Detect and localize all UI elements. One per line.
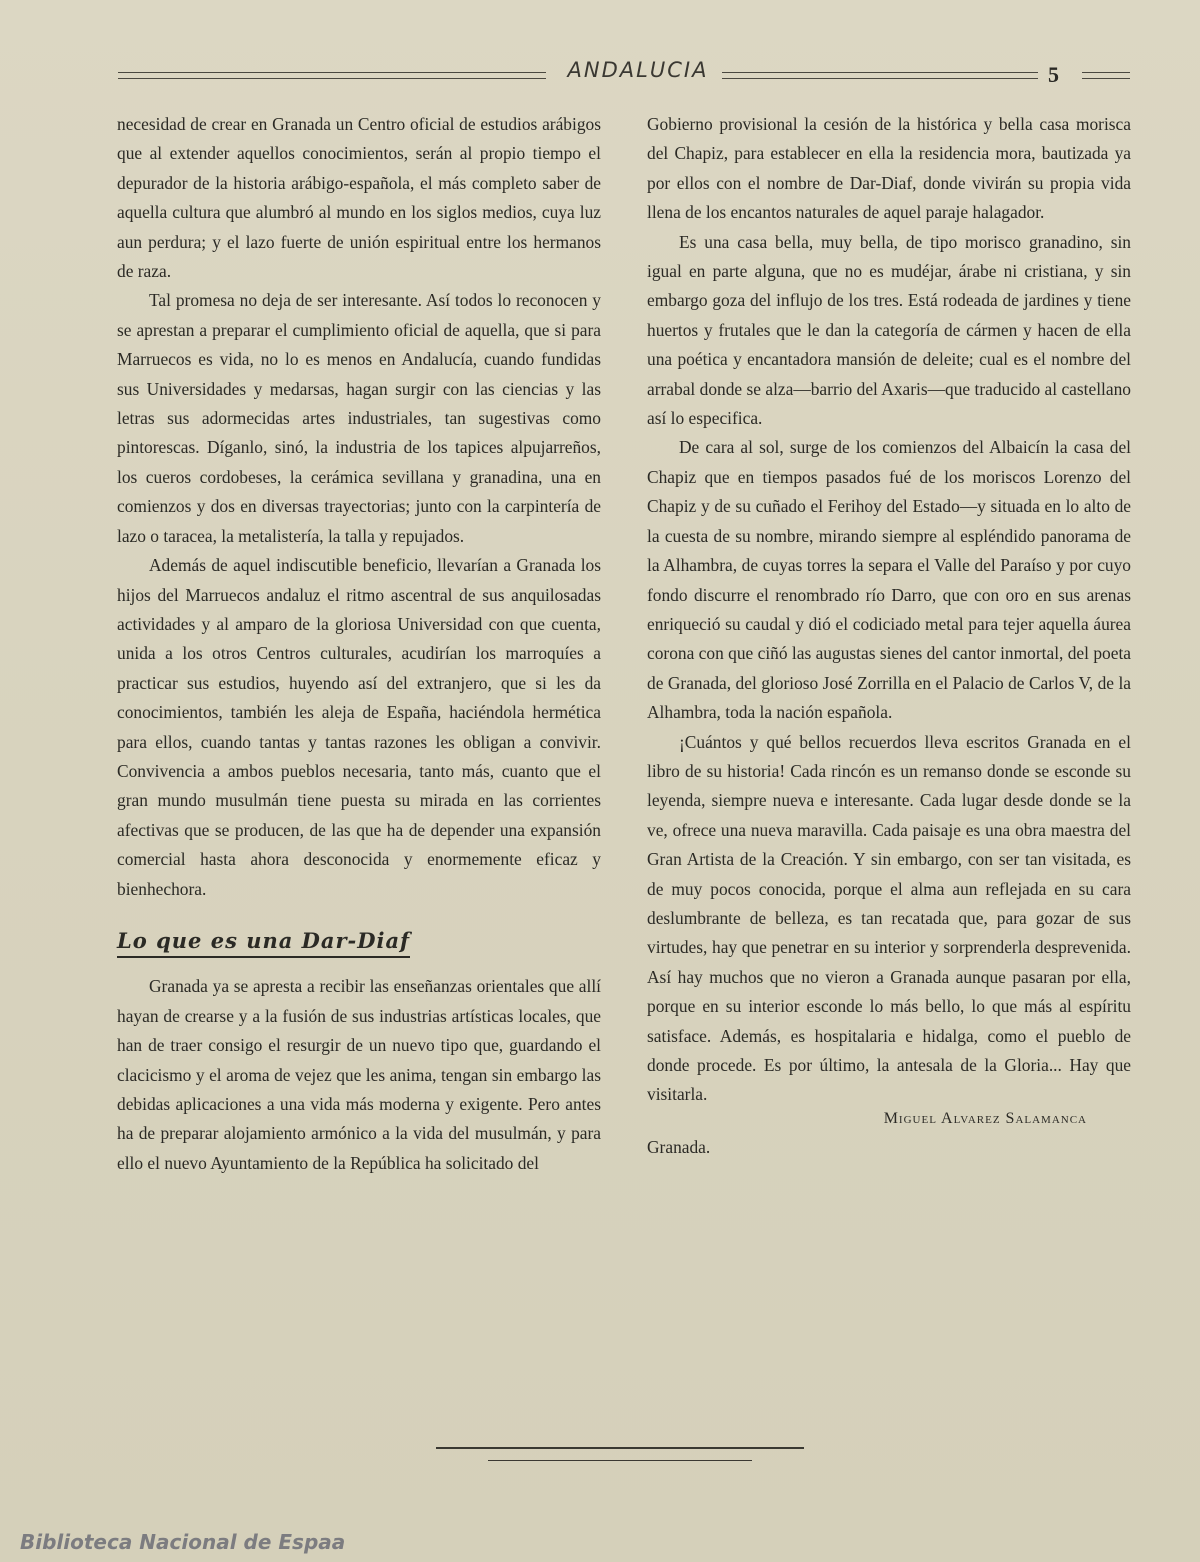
page-header	[118, 58, 1130, 94]
library-watermark: Biblioteca Nacional de Espaa	[20, 1530, 346, 1554]
paragraph: Además de aquel indiscutible beneficio, llevarían a Granada los hijos del Marruecos andaluz el ritmo ascentral de sus anquilosadas actividades y al amparo de la gloriosa Universidad con que cuenta, unida a los otros Centros culturales, acudirían los marroquíes a practicar sus estudios, huyendo así del extranjero, que si les da conocimientos, también les aleja de España, haciéndola hermética para ellos, cuando tantas y tantas razones les obligan a convivir. Convivencia a ambos pueblos necesaria, tanto más, cuanto que el gran mundo musulmán tiene puesta su mirada en las corrientes afectivas que se producen, de las que ha de depender una expansión comercial hasta ahora desconocida y enormemente eficaz y bienhechora.	[117, 555, 601, 899]
paragraph: ¡Cuántos y qué bellos recuerdos lleva escritos Granada en el libro de su historia! Cada rincón es un remanso donde se esconde su leyenda, siempre nueva e interesante. Cada lugar desde donde se la ve, ofrece una nueva maravilla. Cada paisaje es una obra maestra del Gran Artista de la Creación. Y sin embargo, con ser tan visitada, es de muy pocos conocida, porque el alma aun reflejada en su cara deslumbrante de belleza, es tan recatada que, para gozar de sus virtudes, hay que penetrar en su interior y sorprenderla desprevenida. Así hay muchos que no vieron a Granada aunque pasaran por ella, porque en su interior esconde lo más bello, lo que más al espíritu satisface. Además, es hospitalaria e hidalga, como el pueblo de donde procede. Es por último, la antesala de la Gloria... Hay que visitarla.	[647, 731, 1131, 1105]
end-rule-short	[488, 1460, 752, 1461]
paragraph: Granada ya se apresta a recibir las enseñanzas orientales que allí hayan de crearse y a la fusión de sus industrias artísticas locales, que han de traer consigo el resurgir de un nuevo tipo que, guardando el clacicismo y el aroma de vejez que les anima, tengan sin embargo las debidas aplicaciones a una vida más moderna y exigente. Pero antes ha de preparar alojamiento armónico a la vida del musulmán, y para ello el nuevo Ayuntamiento de la República ha solicitado del	[117, 976, 601, 1173]
header-rule-middle	[722, 72, 1038, 79]
header-rule-right	[1082, 72, 1130, 79]
right-column	[647, 110, 1131, 1163]
paragraph: Gobierno provisional la cesión de la histórica y bella casa morisca del Chapiz, para establecer en ella la residencia mora, bautizada ya por ellos con el nombre de Dar-Diaf, donde vivirán su propia vida llena de los encantos naturales de aquel paraje halagador.	[647, 114, 1131, 223]
left-column	[117, 110, 601, 1178]
dateline-place: Granada.	[647, 1137, 711, 1158]
paragraph: De cara al sol, surge de los comienzos del Albaicín la casa del Chapiz que en tiempos pasados fué de los moriscos Lorenzo del Chapiz y de su cuñado el Ferihoy del Estado—y situada en lo alto de la cuesta de su nombre, mirando siempre al espléndido panorama de la Alhambra, de cuyas torres la separa el Valle del Paraíso y por cuyo fondo discurre el renombrado río Darro, que con oro en sus arenas enriqueció su caudal y dió el codiciado metal para tejer aquella áurea corona con que ciñó las augustas sienes del cantor inmortal, del poeta de Granada, del glorioso José Zorrilla en el Palacio de Carlos V, de la Alhambra, toda la nación española.	[647, 437, 1131, 723]
author-signature: Miguel Alvarez Salamanca	[883, 1109, 1087, 1127]
paragraph: Es una casa bella, muy bella, de tipo morisco granadino, sin igual en parte alguna, que no es mudéjar, árabe ni cristiana, y sin embargo goza del influjo de los tres. Está rodeada de jardines y tiene huertos y frutales que le dan la categoría de cármen y hacen de ella una poética y encantadora mansión de deleite; cual es el nombre del arrabal donde se alza—barrio del Axaris—que traducido al castellano así lo especifica.	[647, 231, 1131, 429]
paragraph: necesidad de crear en Granada un Centro oficial de estudios arábigos que al extender aquellos conocimientos, serán al propio tiempo el depurador de la historia arábigo-española, el más completo saber de aquella cultura que alumbró al mundo en los siglos medios, cuya luz aun perdura; y el lazo fuerte de unión espiritual entre los hermanos de raza.	[117, 114, 601, 282]
header-rule-left	[118, 72, 546, 79]
end-rule-long	[436, 1447, 804, 1449]
section-heading: Lo que es una Dar-Diaf	[117, 926, 410, 958]
magazine-title: ANDALUCIA	[567, 58, 709, 82]
paragraph: Tal promesa no deja de ser interesante. Así todos lo reconocen y se aprestan a preparar el cumplimiento oficial de aquella, que si para Marruecos es vida, no lo es menos en Andalucía, cuando fundidas sus Universidades y medarsas, hagan surgir con las ciencias y las letras sus adormecidas artes industriales, tan sugestivas como pintorescas. Díganlo, sinó, la industria de los tapices alpujarreños, los cueros cordobeses, la cerámica sevillana y granadina, una en comienzos y dos en diversas trayectorias; junto con la carpintería de lazo o taracea, la metalistería, la talla y repujados.	[117, 290, 601, 546]
page-number: 5	[1048, 62, 1059, 87]
